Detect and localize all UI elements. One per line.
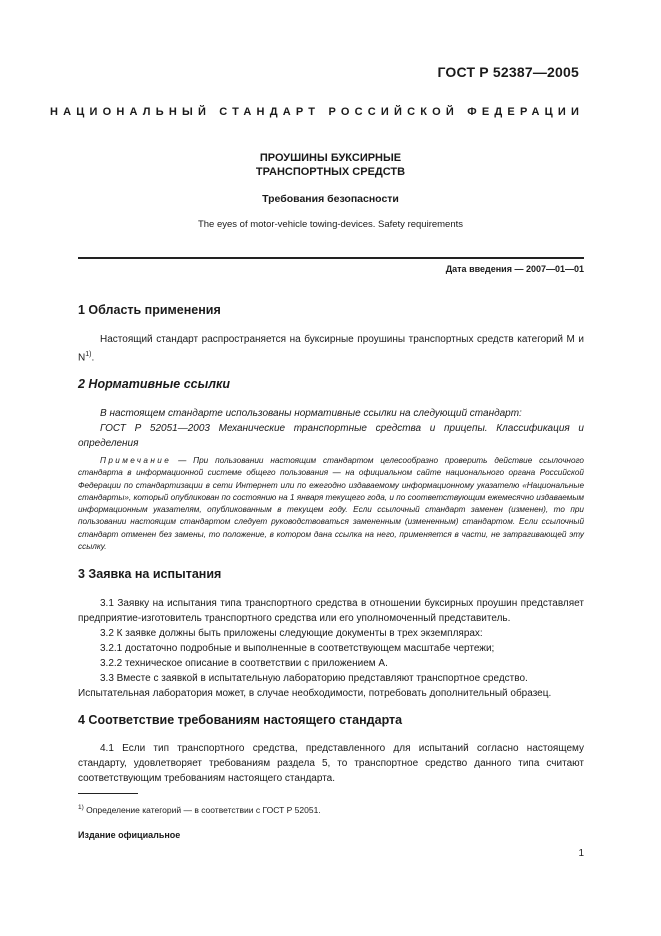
section-3-para-6: Испытательная лаборатория может, в случае необходимости, потребовать дополнительный образец. — [78, 688, 552, 699]
section-4-para-1: 4.1 Если тип транспортного средства, представленного для испытаний согласно настоящему стандарту, удовлетворяет требованиям раздела 5, то транспортное средство данного типа считают соответствующим требованиям настоящего стандарта. — [78, 743, 584, 784]
title-line-1: ПРОУШИНЫ БУКСИРНЫЕ — [259, 152, 402, 164]
section-1-text: Настоящий стандарт распространяется на буксирные проушины транспортных средств категорий М и $N^{1)}$. — [78, 334, 584, 364]
document-title — [0, 151, 661, 179]
footnote: $^{1)}$ Определение категорий — в соответствии с ГОСТ Р 52051. — [78, 804, 321, 815]
section-3-para-4: 3.2.2 техническое описание в соответствии с приложением А. — [100, 658, 388, 669]
english-title: The eyes of motor-vehicle towing-devices. Safety requirements — [197, 219, 464, 230]
title-line-2: ТРАНСПОРТНЫХ СРЕДСТВ — [255, 166, 406, 178]
section-1-heading: 1 Область применения — [78, 303, 221, 317]
national-standard-banner: НАЦИОНАЛЬНЫЙ СТАНДАРТ РОССИЙСКОЙ ФЕДЕРАЦИИ — [50, 106, 585, 118]
page-number: 1 — [578, 848, 584, 859]
document-code: ГОСТ Р 52387—2005 — [437, 64, 579, 80]
section-3-para-1: 3.1 Заявку на испытания типа транспортного средства в отношении буксирных проушин представляет предприятие-изготовитель транспортного средства или его уполномоченный представитель. — [78, 598, 584, 624]
introduction-date: Дата введения — 2007—01—01 — [445, 264, 584, 274]
section-3-para-3: 3.2.1 достаточно подробные и выполненные в соответствующем масштабе чертежи; — [100, 643, 495, 654]
footnote-mark: 1) — [78, 804, 84, 811]
header-divider — [78, 257, 584, 259]
edition-label: Издание официальное — [78, 830, 181, 840]
section-2-note: Примечание — При пользовании настоящим стандартом целесообразно проверить действие ссылочного стандарта в информационной системе общего пользования — на официальном сайте национального органа Российской Федерации по стандартизации в сети Интернет или по ежегодно издаваемому информационному указателю «Национальные стандарты», который опубликован по состоянию на 1 января текущего года, и по соответствующим ежемесячно издаваемым информационным указателям, опубликованным в текущем году. Если ссылочный стандарт заменен (изменен), то при пользовании настоящим стандартом следует руководствоваться замененным (измененным) стандартом. Если ссылочный стандарт отменен без замены, то положение, в котором дана ссылка на него, применяется в части, не затрагивающей эту ссылку. — [78, 456, 584, 552]
section-3-para-2: 3.2 К заявке должны быть приложены следующие документы в трех экземплярах: — [100, 628, 483, 639]
section-3-heading: 3 Заявка на испытания — [78, 567, 222, 581]
section-2-reference: ГОСТ Р 52051—2003 Механические транспортные средства и прицепы. Классификация и определения — [78, 423, 584, 449]
section-2-heading: 2 Нормативные ссылки — [78, 377, 231, 391]
section-4-heading: 4 Соответствие требованиям настоящего стандарта — [78, 713, 403, 727]
section-2-intro: В настоящем стандарте использованы нормативные ссылки на следующий стандарт: — [100, 408, 522, 419]
section-3-para-5: 3.3 Вместе с заявкой в испытательную лабораторию представляют транспортное средство. — [100, 673, 528, 684]
footnote-reference: 1) — [85, 351, 92, 358]
note-label: Примечание — [100, 456, 172, 465]
document-subtitle: Требования безопасности — [262, 193, 399, 205]
footnote-divider — [78, 793, 138, 794]
